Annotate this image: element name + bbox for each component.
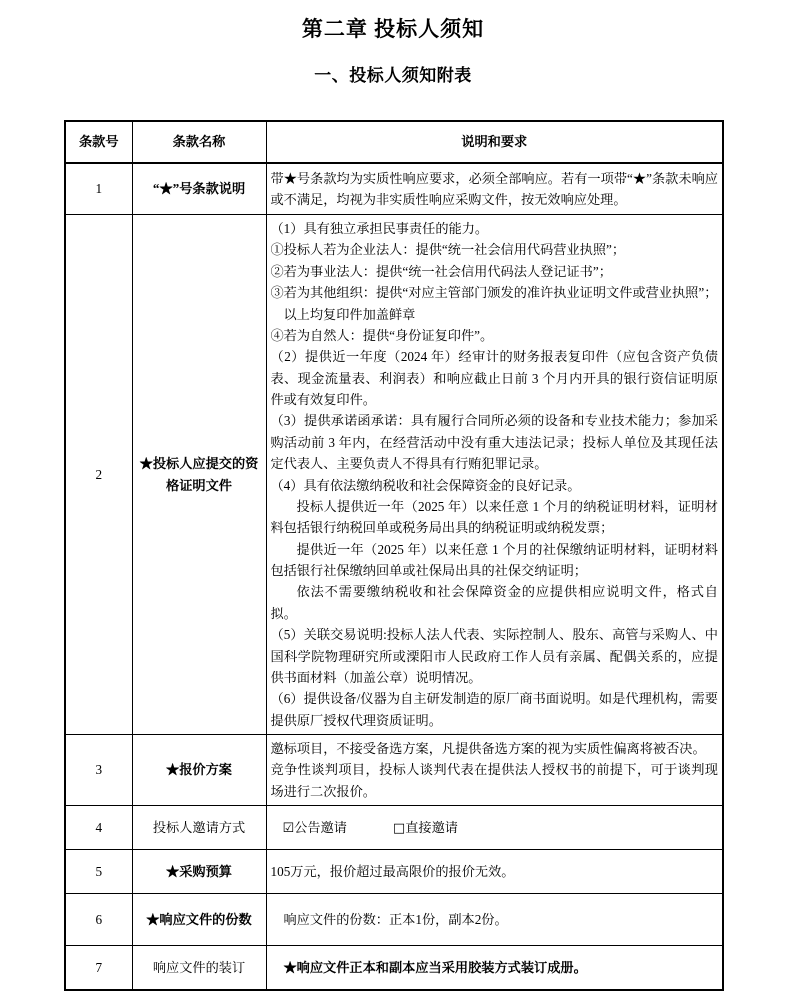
checkbox-option-checked[interactable] (283, 817, 347, 839)
page-title: 第二章 投标人须知 (301, 17, 485, 41)
clause-name: “★”号条款说明 (132, 163, 266, 215)
description-paragraph: （3）提供承诺函承诺：具有履行合同所必须的设备和专业技术能力；参加采购活动前 3 年内，在经营活动中没有重大违法记录；投标人单位及其现任法定代表人、主要负责人不得具有行贿犯罪记录。 (270, 413, 718, 472)
table-row (65, 946, 723, 991)
clause-description (266, 850, 723, 894)
clause-description (266, 735, 723, 806)
clause-name: 响应文件的装订 (132, 946, 266, 991)
description-paragraph: 邀标项目，不接受备选方案，凡提供备选方案的视为实质性偏离将被否决。 (270, 741, 706, 756)
description-paragraph: 105万元，报价超过最高限价的报价无效。 (270, 863, 515, 879)
table-row (65, 735, 723, 806)
description-paragraph: （4）具有依法缴纳税收和社会保障资金的良好记录。 (270, 477, 581, 493)
description-paragraph: 竞争性谈判项目，投标人谈判代表在提供法人授权书的前提下，可于谈判现场进行二次报价。 (270, 762, 718, 799)
description-paragraph: ①投标人若为企业法人：提供“统一社会信用代码营业执照”； (270, 242, 626, 258)
page-subtitle: 一、投标人须知附表 (314, 66, 472, 86)
clause-description (266, 163, 723, 215)
clause-description (266, 806, 723, 850)
clause-name: 投标人邀请方式 (132, 806, 266, 850)
description-paragraph: 投标人提供近一年（2025 年）以来任意 1 个月的纳税证明材料，证明材料包括银行纳税回单或税务局出具的纳税证明或纳税发票； (270, 498, 718, 536)
checkbox-checked-icon[interactable]: ☑ (282, 820, 295, 836)
table-row (65, 850, 723, 894)
clause-name: ★响应文件的份数 (132, 894, 266, 946)
table-header-row (65, 121, 723, 163)
description-paragraph: 以上均复印件加盖鲜章 (283, 306, 416, 322)
clause-number: 5 (65, 850, 132, 894)
description-paragraph: ②若为事业法人：提供“统一社会信用代码法人登记证书”； (270, 263, 612, 279)
description-paragraph: 依法不需要缴纳税收和社会保障资金的应提供相应说明文件，格式自拟。 (270, 584, 718, 621)
clause-number: 3 (65, 735, 132, 806)
clause-description (266, 894, 723, 946)
column-header: 条款号 (65, 121, 132, 163)
clause-description (266, 215, 723, 735)
clause-name: ★采购预算 (132, 850, 266, 894)
description-paragraph: ④若为自然人：提供“身份证复印件”。 (270, 327, 494, 343)
description-paragraph: （6）提供设备/仪器为自主研发制造的原厂商书面说明。如是代理机构，需要提供原厂授权代理资质证明。 (270, 691, 718, 728)
description-paragraph: 带★号条款均为实质性响应要求，必须全部响应。若有一项带“★”条款未响应或不满足，均视为非实质性响应采购文件，按无效响应处理。 (270, 170, 718, 207)
description-paragraph: 提供近一年（2025 年）以来任意 1 个月的社保缴纳证明材料，证明材料包括银行社保缴纳回单或社保局出具的社保交纳证明； (270, 541, 718, 578)
document-page (0, 16, 786, 975)
description-paragraph: （1）具有独立承担民事责任的能力。 (270, 221, 489, 236)
column-header: 说明和要求 (266, 121, 723, 163)
checkbox-empty-icon[interactable]: □ (392, 820, 406, 836)
checkbox-label: 直接邀请 (405, 819, 458, 835)
description-paragraph: （5）关联交易说明:投标人法人代表、实际控制人、股东、高管与采购人、中国科学院物理研究所或溧阳市人民政府工作人员有亲属、配偶关系的，应提供书面材料（加盖公章）说明情况。 (270, 627, 718, 685)
table-row (65, 215, 723, 735)
clause-number: 4 (65, 806, 132, 850)
clause-number: 2 (65, 215, 132, 735)
checkbox-label: 公告邀请 (294, 819, 347, 835)
clause-name: ★报价方案 (132, 735, 266, 806)
checkbox-option-unchecked[interactable] (393, 817, 458, 839)
table-row (65, 163, 723, 215)
column-header: 条款名称 (132, 121, 266, 163)
bidder-instructions-table (64, 120, 724, 991)
clause-number: 7 (65, 946, 132, 991)
description-paragraph: 响应文件的份数：正本1份，副本2份。 (283, 911, 508, 927)
clause-description (266, 946, 723, 991)
description-paragraph: （2）提供近一年度（2024 年）经审计的财务报表复印件（应包含资产负债表、现金流量表、利润表）和响应截止日前 3 个月内开具的银行资信证明原件或有效复印件。 (270, 349, 718, 407)
clause-name: ★投标人应提交的资格证明文件 (132, 215, 266, 735)
bidder-instructions-table-wrap (64, 120, 722, 991)
table-row (65, 894, 723, 946)
table-row (65, 806, 723, 850)
description-paragraph: ③若为其他组织：提供“对应主管部门颁发的准许执业证明文件或营业执照”； (270, 285, 718, 301)
invitation-method-options (271, 817, 719, 839)
clause-number: 1 (65, 163, 132, 215)
clause-number: 6 (65, 894, 132, 946)
description-paragraph: ★响应文件正本和副本应当采用胶装方式装订成册。 (283, 959, 587, 975)
